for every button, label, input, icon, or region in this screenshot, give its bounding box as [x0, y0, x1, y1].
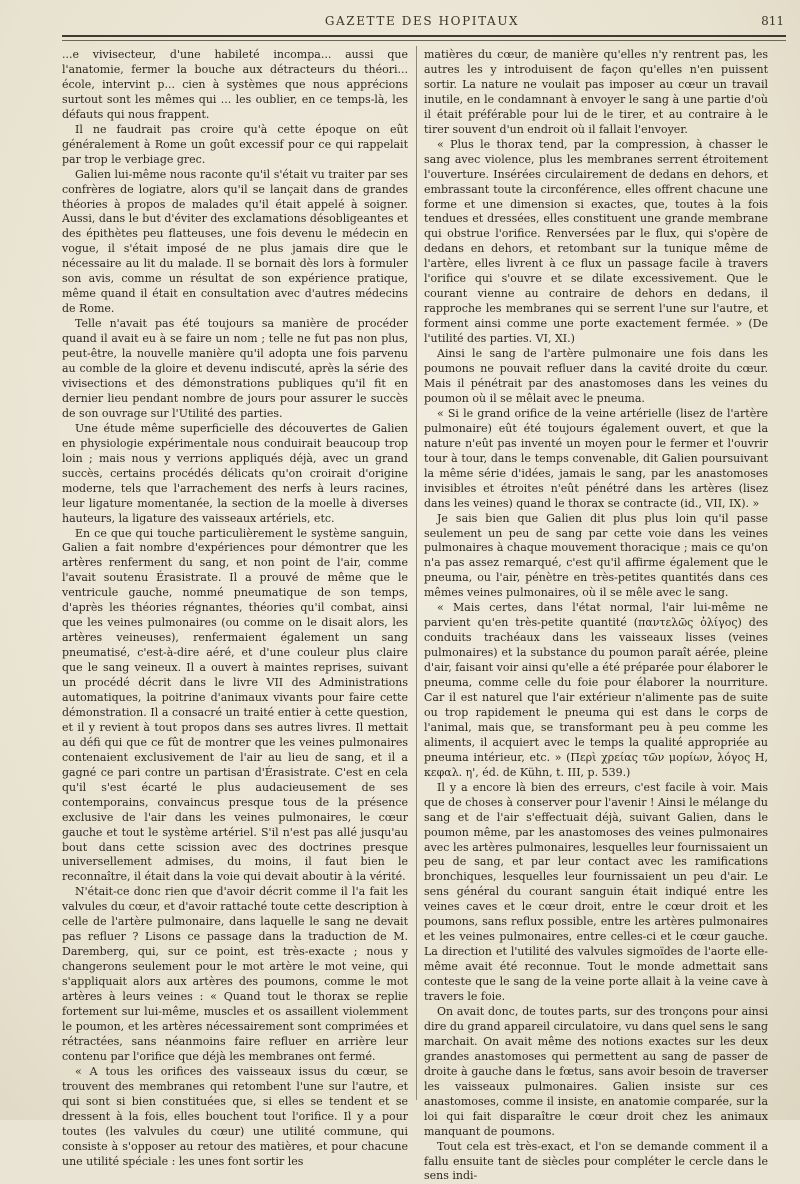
- paragraph: Galien lui-même nous raconte qu'il s'était vu traiter par ses confrères de logiatre, alors qu'il se lançait dans de grandes théories à propos de malades qu'il était appelé à soigner. Aussi, dans le but d'éviter des exclamations désobligeantes et des épithètes peu flatteuses, une fois devenu le médecin en vogue, il s'était imposé de ne plus jamais dire que le nécessaire au lit du malade. Il se bornait dès lors à formuler son avis, comme un résultat de son expérience pratique, même quand il était en consultation avec d'autres médecins de Rome.: [62, 167, 408, 316]
- left-column: [62, 48, 408, 1168]
- paragraph: « Mais certes, dans l'état normal, l'air lui-même ne parvient qu'en très-petite quantité (παντελῶς ὀλίγος) des conduits trachéaux dans les vaisseaux lisses (veines pulmonaires) et la substance du poumon paraît aérée, pleine d'air, faisant voir ainsi qu'elle a été préparée pour élaborer le pneuma, comme celle du foie pour élaborer la nourriture. Car il est naturel que l'air extérieur n'alimente pas de suite ou trop rapidement le pneuma qui est dans le corps de l'animal, mais que, se transformant peu à peu comme les aliments, il acquiert avec le temps la qualité appropriée au pneuma intérieur, etc. » (Περὶ χρείας τῶν μορίων, λόγος Η, κεφαλ. η', éd. de Kühn, t. III, p. 539.): [424, 601, 768, 779]
- paragraph: Je sais bien que Galien dit plus plus loin qu'il passe seulement un peu de sang par cette voie dans les veines pulmonaires à chaque mouvement thoracique ; mais ce qu'on n'a pas assez remarqué, c'est qu'il affirme également que le pneuma, ou l'air, pénètre en très-petites quantités dans ces mêmes veines pulmonaires, où il se mêle avec le sang.: [424, 511, 768, 600]
- paragraph: Il ne faudrait pas croire qu'à cette époque on eût généralement à Rome un goût excessif pour ce qui rappelait par trop le verbiage grec.: [62, 122, 408, 166]
- paragraph: On avait donc, de toutes parts, sur des tronçons pour ainsi dire du grand appareil circulatoire, vu dans quel sens le sang marchait. On avait même des notions exactes sur les deux grandes anastomoses qui permettent au sang de passer de droite à gauche dans le fœtus, sans avoir besoin de traverser les vaisseaux pulmonaires. Galien insiste sur ces anastomoses, comme il insiste, en anatomie comparée, sur la loi qui fait disparaître le cœur droit chez les animaux manquant de poumons.: [424, 1005, 768, 1138]
- paragraph: « A tous les orifices des vaisseaux issus du cœur, se trouvent des membranes qui retombent l'une sur l'autre, et qui sont si bien constituées que, si elles se tendent et se dressent à la fois, elles bouchent tout l'orifice. Il y a pour toutes (les valvules du cœur) une utilité commune, qui consiste à s'opposer au retour des matières, et pour chacune une utilité spéciale : les unes font sortir les: [62, 1064, 408, 1168]
- paragraph: matières du cœur, de manière qu'elles n'y rentrent pas, les autres les y introduisent de façon qu'elles n'en puissent sortir. La nature ne voulait pas imposer au cœur un travail inutile, en le condamnant à envoyer le sang à une partie d'où il était préférable pour lui de le tirer, et au contraire à le tirer souvent d'un endroit où il fallait l'envoyer.: [424, 48, 768, 136]
- column-divider: [416, 46, 417, 1100]
- journal-title: GAZETTE DES HOPITAUX: [324, 14, 520, 28]
- paragraph: N'était-ce donc rien que d'avoir décrit comme il l'a fait les valvules du cœur, et d'avoir rattaché toute cette description à celle de l'artère pulmonaire, dans laquelle le sang ne devait pas refluer ? Lisons ce passage dans la traduction de M. Daremberg, qui, sur ce point, est très-exacte ; nous y changerons seulement pour le mot artère le mot veine, qui s'appliquait alors aux artères des poumons, comme le mot artères à leurs veines : « Quand tout le thorax se replie fortement sur lui-même, muscles et os assaillent violemment le poumon, et les artères nécessairement sont comprimées et rétractées, sans néanmoins faire refluer en arrière leur contenu par l'orifice que déjà les membranes ont fermé.: [62, 885, 408, 1063]
- right-column: [424, 48, 768, 1183]
- paragraph: Une étude même superficielle des découvertes de Galien en physiologie expérimentale nous conduirait beaucoup trop loin ; mais nous y verrions appliqués déjà, avec un grand succès, certains procédés délicats qu'on croirait d'origine moderne, tels que l'arrachement des nerfs à leurs racines, leur ligature momentanée, la section de la moelle à diverses hauteurs, la ligature des vaisseaux artériels, etc.: [62, 421, 408, 525]
- paragraph: Tout cela est très-exact, et l'on se demande comment il a fallu ensuite tant de siècles pour compléter le cercle dans le sens indi-: [424, 1139, 768, 1183]
- paragraph: Il y a encore là bien des erreurs, c'est facile à voir. Mais que de choses à conserver pour l'avenir ! Ainsi le mélange du sang et de l'air s'effectuait déjà, suivant Galien, dans le poumon même, par les anastomoses des veines pulmonaires avec les artères pulmonaires, lesquelles leur fournissaient un peu de sang, et par leur contact avec les ramifications bronchiques, lesquelles leur fournissaient un peu d'air. Le sens général du courant sanguin était indiqué entre les veines caves et le cœur droit, entre le cœur droit et les poumons, sans reflux possible, entre les artères pulmonaires et les veines pulmonaires, entre celles-ci et le cœur gauche. La direction et l'utilité des valvules sigmoïdes de l'aorte elle-même avait été reconnue. Tout le monde admettait sans conteste que le sang de la veine porte allait à la veine cave à travers le foie.: [424, 780, 768, 1004]
- paragraph: « Si le grand orifice de la veine artérielle (lisez de l'artère pulmonaire) eût été toujours également ouvert, et que la nature n'eût pas inventé un moyen pour le fermer et l'ouvrir tour à tour, dans le temps convenable, dit Galien poursuivant la même série d'idées, jamais le sang, par les anastomoses invisibles et étroites n'eût pénétré dans les artères (lisez dans les veines) quand le thorax se contracte (id., VII, IX). »: [424, 406, 768, 510]
- paragraph: ...e vivisecteur, d'une habileté incompa... aussi que l'anatomie, fermer la bouche aux détracteurs du théori... école, intervint p... cien à systèmes que nous apprécions surtout sont les mêmes qui ... les oublier, en ce temps-là, les défauts qui nous frappent.: [62, 48, 408, 121]
- header-rule: [62, 35, 786, 37]
- running-header: [60, 14, 784, 32]
- paragraph: Ainsi le sang de l'artère pulmonaire une fois dans les poumons ne pouvait refluer dans la cavité droite du cœur. Mais il pénétrait par des anastomoses dans les veines du poumon où il se mêlait avec le pneuma.: [424, 347, 768, 405]
- paragraph: En ce que qui touche particulièrement le système sanguin, Galien a fait nombre d'expériences pour démontrer que les artères renferment du sang, et non point de l'air, comme l'avait soutenu Érasistrate. Il a prouvé de même que le ventricule gauche, nommé pneumatique de son temps, d'après les théories régnantes, théories qu'il combat, ainsi que les veines pulmonaires (ou comme on le disait alors, les artères veineuses), renfermaient également un sang pneumatisé, c'est-à-dire aéré, et d'une couleur plus claire que le sang veineux. Il a ouvert à maintes reprises, suivant un procédé décrit dans le livre VII des Administrations automatiques, la poitrine d'animaux vivants pour faire cette démonstration. Il a consacré un traité entier à cette question, et il y revient à tout propos dans ses autres livres. Il mettait au défi qui que ce fût de montrer que les veines pulmonaires contenaient exclusivement de l'air au lieu de sang, et il a gagné ce pari contre un partisan d'Érasistrate. C'est en cela qu'il s'est écarté le plus audacieusement de ses contemporains, convaincus presque tous de la présence exclusive de l'air dans les veines pulmonaires, le cœur gauche et tout le système artériel. S'il n'est pas allé jusqu'au bout dans cette scission avec des doctrines presque universellement admises, du moins, il faut bien le reconnaître, il était dans la voie qui devait aboutir à la vérité.: [62, 526, 408, 884]
- paragraph: Telle n'avait pas été toujours sa manière de procéder quand il avait eu à se faire un nom ; telle ne fut pas non plus, peut-être, la nouvelle manière qu'il adopta une fois parvenu au comble de la gloire et devenu indiscuté, après la série des vivisections et des démonstrations publiques qu'il fit en dernier lieu pendant nombre de jours pour assurer le succès de son ouvrage sur l'Utilité des parties.: [62, 317, 408, 420]
- page-number: 811: [761, 14, 784, 28]
- paragraph: « Plus le thorax tend, par la compression, à chasser le sang avec violence, plus les membranes serrent étroitement l'ouverture. Insérées circulairement de dedans en dehors, et embrassant toute la circonférence, elles offrent chacune une forme et une dimension si exactes, que, toutes à la fois tendues et dressées, elles constituent une grande membrane qui obstrue l'orifice. Renversées par le flux, qui s'opère de dedans en dehors, et retombant sur la tunique même de l'artère, elles livrent à ce flux un passage facile à travers l'orifice qui s'ouvre et se dilate excessivement. Que le courant vienne au contraire de dehors en dedans, il rapproche les membranes qui se serrent l'une sur l'autre, et forment ainsi comme une porte exactement fermée. » (De l'utilité des parties. VI, XI.): [424, 137, 768, 346]
- header-rule-thin: [62, 40, 786, 41]
